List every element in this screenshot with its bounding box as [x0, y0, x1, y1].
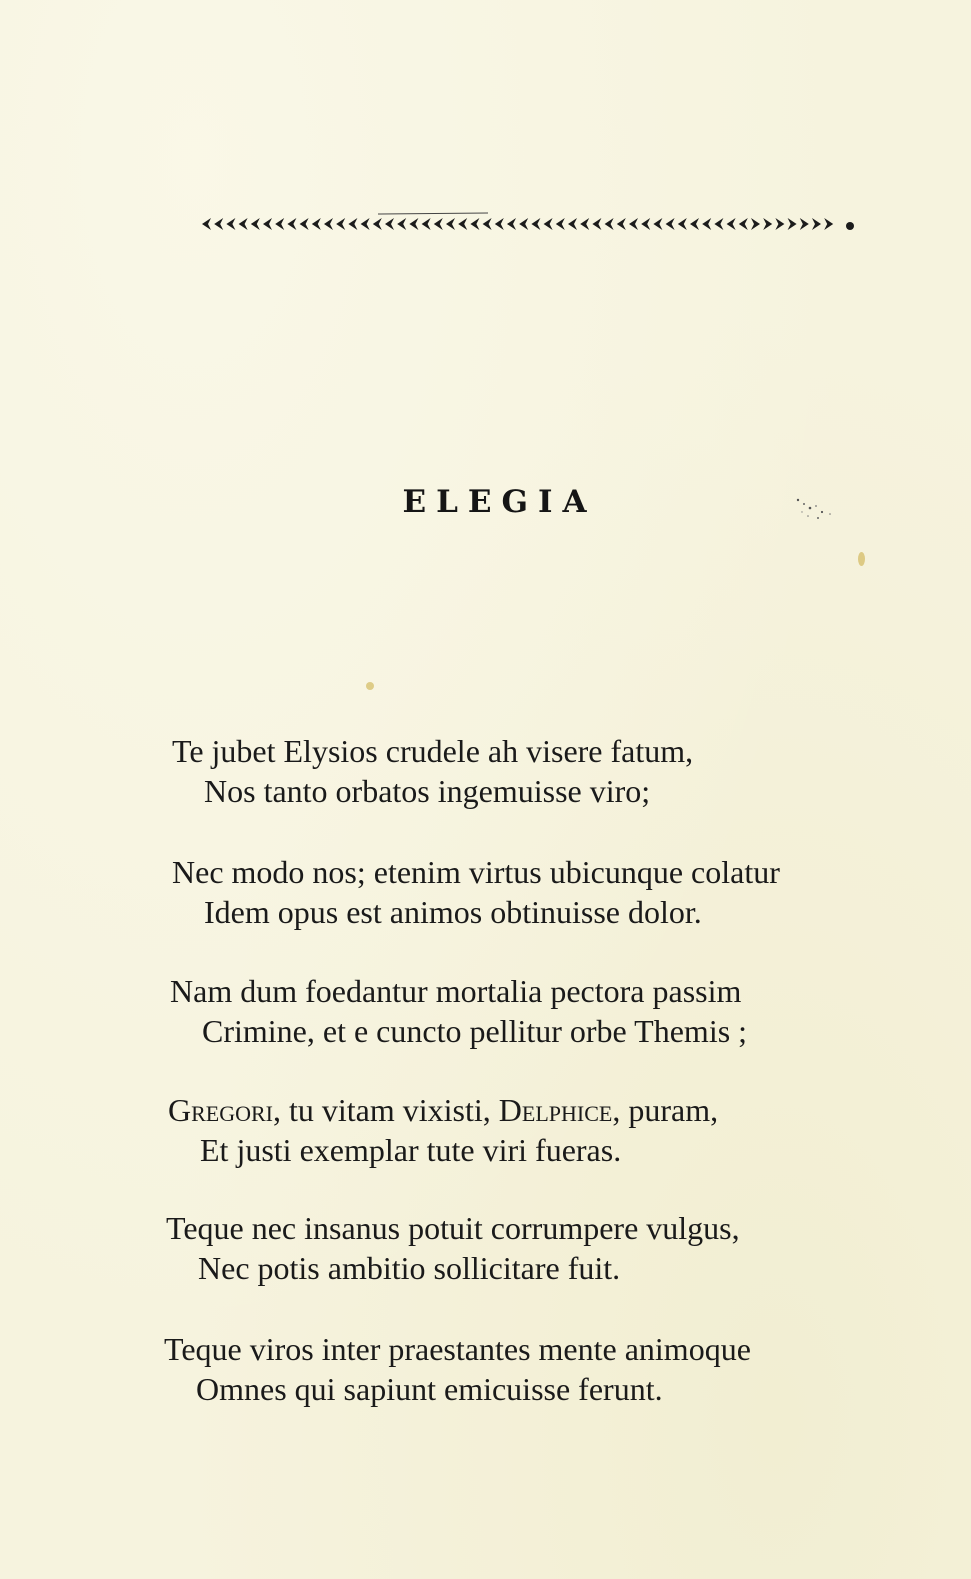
ornament-leaf	[519, 218, 528, 230]
ornament-leaf	[300, 218, 309, 230]
ornament-leaf	[263, 218, 272, 230]
ornament-leaf	[275, 218, 284, 230]
ornament-leaf	[446, 218, 455, 230]
verse-line: Teque viros inter praestantes mente animoque	[164, 1331, 751, 1367]
ornament-leaf	[214, 218, 223, 230]
ornament-leaf	[470, 218, 479, 230]
ornament-leaf	[629, 218, 638, 230]
ornament-leaf	[531, 218, 540, 230]
stanza-3	[170, 971, 747, 1051]
ornamental-rule	[198, 210, 858, 238]
ornament-leaf	[202, 218, 211, 230]
verse-line	[168, 1090, 718, 1130]
verse-line: Te jubet Elysios crudele ah visere fatum,	[172, 733, 694, 769]
verse-line: Nam dum foedantur mortalia pectora passim	[170, 973, 742, 1009]
ornament-leaf	[287, 218, 296, 230]
paper-stain	[858, 552, 865, 566]
ornament-leaf	[617, 218, 626, 230]
ornament-leaf	[239, 218, 248, 230]
verse-line: Nec potis ambitio sollicitare fuit.	[198, 1250, 621, 1286]
ornament-stroke	[378, 213, 488, 214]
ornament-leaf	[434, 218, 443, 230]
paper-stain	[366, 682, 374, 690]
ornament-leaf	[385, 218, 394, 230]
ornament-leaf	[507, 218, 516, 230]
ornament-leaf	[678, 218, 687, 230]
verse-line: Nos tanto orbatos ingemuisse viro;	[204, 773, 651, 809]
ornament-leaf	[580, 218, 589, 230]
ornament-leaf	[409, 218, 418, 230]
stanza-1	[172, 731, 693, 811]
ornament-leaf	[714, 218, 723, 230]
ornament-leaf	[422, 218, 431, 230]
verse-line: Nec modo nos; etenim virtus ubicunque colatur	[172, 854, 780, 890]
ornament-leaf	[544, 218, 553, 230]
ornament-leaf	[702, 218, 711, 230]
ornament-leaf	[800, 218, 809, 230]
verse-fragment: , puram,	[612, 1092, 719, 1128]
ornament-leaf	[556, 218, 565, 230]
stanza-6	[164, 1329, 751, 1409]
ornament-leaf	[775, 218, 784, 230]
ornament-leaf	[226, 218, 235, 230]
verse-line: Idem opus est animos obtinuisse dolor.	[204, 894, 702, 930]
verse-line: Et justi exemplar tute viri fueras.	[200, 1132, 622, 1168]
ornament-leaf	[739, 218, 748, 230]
ornament-leaf	[666, 218, 675, 230]
ornament-leaf	[605, 218, 614, 230]
ornament-leaf	[592, 218, 601, 230]
ornament-leaf	[251, 218, 260, 230]
verse-fragment: , tu vitam vixisti,	[273, 1092, 499, 1128]
ornament-leaf	[397, 218, 406, 230]
ornament-leaf	[653, 218, 662, 230]
stanza-2	[172, 852, 780, 932]
name-gregori: Gregori	[168, 1092, 273, 1128]
ornament-leaf	[727, 218, 736, 230]
ornament-end	[846, 222, 854, 230]
page-title: ELEGIA	[402, 484, 597, 520]
stanza-5	[166, 1208, 740, 1288]
ornament-leaf	[361, 218, 370, 230]
stanza-4	[168, 1090, 718, 1170]
verse-line: Omnes qui sapiunt emicuisse ferunt.	[196, 1371, 663, 1407]
ornament-leaf	[788, 218, 797, 230]
ornament-leaf	[763, 218, 772, 230]
ornament-leaf	[751, 218, 760, 230]
ornament-leaf	[568, 218, 577, 230]
ornament-leaf	[812, 218, 821, 230]
ornament-leaf	[690, 218, 699, 230]
ornament-leaf	[348, 218, 357, 230]
ornament-leaf	[324, 218, 333, 230]
verse-line: Teque nec insanus potuit corrumpere vulgus,	[166, 1210, 740, 1246]
ornament-leaf	[336, 218, 345, 230]
ornament-leaf	[641, 218, 650, 230]
ornament-leaf	[312, 218, 321, 230]
name-delphice: Delphice	[498, 1092, 613, 1128]
verse-line: Crimine, et e cuncto pellitur orbe Themis ;	[202, 1013, 748, 1049]
ornament-leaf	[373, 218, 382, 230]
ornament-leaf	[495, 218, 504, 230]
ornament-leaf	[458, 218, 467, 230]
ornament-leaf	[483, 218, 492, 230]
ornament-leaf	[824, 218, 833, 230]
